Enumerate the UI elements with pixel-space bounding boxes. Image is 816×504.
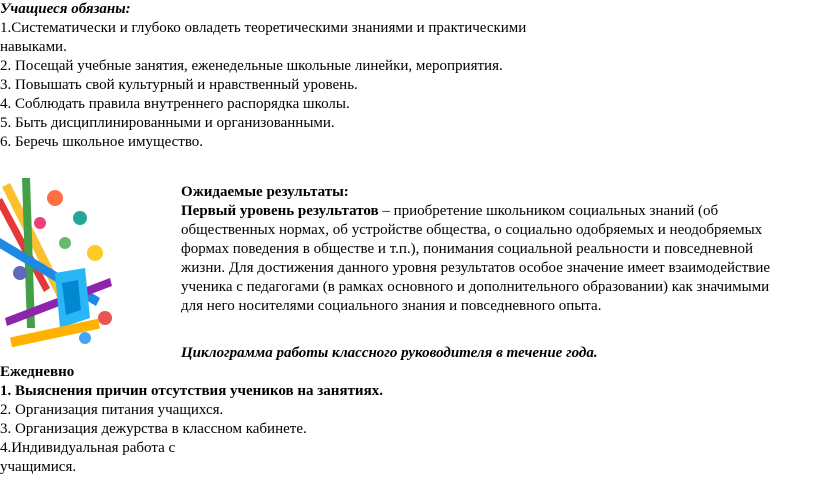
duty-item: 2. Посещай учебные занятия, еженедельные школьные линейки, мероприятия.: [0, 58, 503, 74]
level-label: Первый уровень результатов: [181, 203, 379, 219]
duty-item: 5. Быть дисциплинированными и организованными.: [0, 115, 335, 131]
cyclogram-item: 1. Выяснения причин отсутствия учеников на занятиях.: [0, 383, 383, 399]
results-line: формах поведения в обществе и т.п.), понимания социальной реальности и повседневной: [181, 241, 754, 257]
duties-heading: Учащиеся обязаны:: [0, 1, 131, 17]
duty-item: 1.Систематически и глубоко овладеть теоретическими знаниями и практическими: [0, 20, 527, 36]
results-heading: Ожидаемые результаты:: [181, 184, 349, 200]
results-line: жизни. Для достижения данного уровня результатов особое значение имеет взаимодействие: [181, 260, 771, 276]
duty-item: 3. Повышать свой культурный и нравственный уровень.: [0, 77, 358, 93]
cyclogram-title: Циклограмма работы классного руководителя в течение года.: [181, 345, 598, 361]
cyclogram-item: учащимися.: [0, 459, 77, 475]
results-first-line: [181, 202, 718, 221]
duty-item: 4. Соблюдать правила внутреннего распорядка школы.: [0, 96, 350, 112]
duty-item: навыками.: [0, 39, 67, 55]
colorful-school-supplies-clipart-icon: [0, 178, 125, 348]
results-line: для него носителями социального знания и повседневного опыта.: [181, 298, 602, 314]
cyclogram-item: 2. Организация питания учащихся.: [0, 402, 224, 418]
level-text: – приобретение школьником социальных знаний (об: [378, 203, 719, 219]
results-line: общественных нормах, об устройстве общества, о социально одобряемых и неодобряемых: [181, 222, 763, 238]
duty-item: 6. Беречь школьное имущество.: [0, 134, 204, 150]
results-line: ученика с педагогами (в рамках основного и дополнительного образовании) как значимыми: [181, 279, 770, 295]
cyclogram-period: Ежедневно: [0, 364, 75, 380]
cyclogram-item: 3. Организация дежурства в классном кабинете.: [0, 421, 307, 437]
cyclogram-item: 4.Индивидуальная работа с: [0, 440, 176, 456]
